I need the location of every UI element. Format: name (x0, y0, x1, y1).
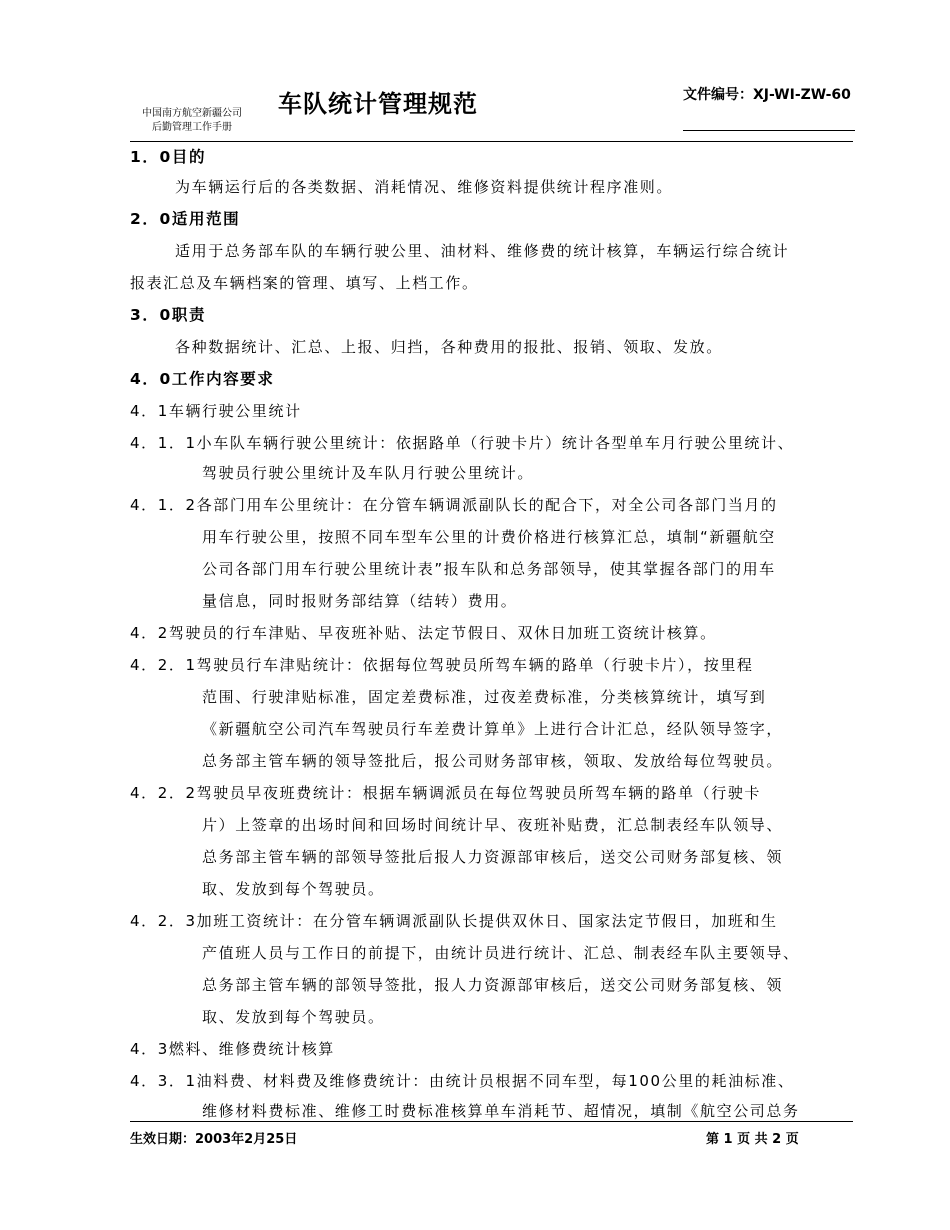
item-continuation: 驾驶员行驶公里统计及车队月行驶公里统计。 (202, 464, 535, 482)
company-name (142, 107, 242, 135)
company-line-2: 后勤管理工作手册 (152, 122, 232, 133)
footer-divider (130, 1121, 853, 1122)
item-line: 4．2．2驾驶员早夜班费统计：根据车辆调派员在每位驾驶员所驾车辆的路单（行驶卡 (130, 784, 762, 802)
item-continuation: 用车行驶公里，按照不同车型车公里的计费价格进行核算汇总，填制“新疆航空 (202, 528, 776, 546)
body-line: 报表汇总及车辆档案的管理、填写、上档工作。 (130, 274, 479, 292)
item-continuation: 《新疆航空公司汽车驾驶员行车差费计算单》上进行合计汇总，经队领导签字， (202, 720, 784, 738)
subsection-heading: 4．2驾驶员的行车津贴、早夜班补贴、法定节假日、双休日加班工资统计核算。 (130, 624, 717, 642)
body-line: 为车辆运行后的各类数据、消耗情况、维修资料提供统计程序准则。 (175, 178, 674, 196)
page-number: 第 1 页 共 2 页 (706, 1132, 799, 1147)
item-continuation: 维修材料费标准、维修工时费标准核算单车消耗节、超情况，填制《航空公司总务 (202, 1102, 800, 1120)
subsection-heading: 4．3燃料、维修费统计核算 (130, 1040, 335, 1058)
section-heading: 4．0工作内容要求 (130, 370, 275, 388)
doc-number-underline (683, 130, 855, 131)
item-continuation: 范围、行驶津贴标准，固定差费标准，过夜差费标准，分类核算统计，填写到 (202, 688, 767, 706)
section-heading: 1．0目的 (130, 148, 207, 166)
item-line: 4．1．1小车队车辆行驶公里统计：依据路单（行驶卡片）统计各型单车月行驶公里统计、 (130, 434, 795, 452)
subsection-heading: 4．1车辆行驶公里统计 (130, 402, 302, 420)
effective-date: 生效日期：2003年2月25日 (130, 1132, 298, 1147)
page-title: 车队统计管理规范 (278, 90, 478, 118)
item-continuation: 片）上签章的出场时间和回场时间统计早、夜班补贴费，汇总制表经车队领导、 (202, 816, 784, 834)
item-continuation: 产值班人员与工作日的前提下，由统计员进行统计、汇总、制表经车队主要领导、 (202, 944, 800, 962)
header-divider (130, 141, 853, 142)
item-line: 4．1．2各部门用车公里统计：在分管车辆调派副队长的配合下，对全公司各部门当月的 (130, 496, 778, 514)
item-continuation: 取、发放到每个驾驶员。 (202, 1008, 385, 1026)
item-continuation: 取、发放到每个驾驶员。 (202, 880, 385, 898)
item-continuation: 公司各部门用车行驶公里统计表”报车队和总务部领导，使其掌握各部门的用车 (202, 560, 776, 578)
section-heading: 3．0职责 (130, 306, 207, 324)
item-continuation: 总务部主管车辆的部领导签批后报人力资源部审核后，送交公司财务部复核、领 (202, 848, 784, 866)
item-continuation: 量信息，同时报财务部结算（结转）费用。 (202, 592, 518, 610)
item-line: 4．2．1驾驶员行车津贴统计：依据每位驾驶员所驾车辆的路单（行驶卡片），按里程 (130, 656, 754, 674)
document-number: 文件编号：XJ-WI-ZW-60 (683, 87, 851, 103)
company-line-1: 中国南方航空新疆公司 (142, 108, 242, 119)
body-line: 适用于总务部车队的车辆行驶公里、油材料、维修费的统计核算，车辆运行综合统计 (175, 242, 790, 260)
item-continuation: 总务部主管车辆的领导签批后，报公司财务部审核，领取、发放给每位驾驶员。 (202, 752, 784, 770)
item-line: 4．3．1油料费、材料费及维修费统计：由统计员根据不同车型，每100公里的耗油标准、 (130, 1072, 795, 1090)
item-line: 4．2．3加班工资统计：在分管车辆调派副队长提供双休日、国家法定节假日，加班和生 (130, 912, 778, 930)
section-heading: 2．0适用范围 (130, 210, 241, 228)
body-line: 各种数据统计、汇总、上报、归挡，各种费用的报批、报销、领取、发放。 (175, 338, 723, 356)
item-continuation: 总务部主管车辆的部领导签批，报人力资源部审核后，送交公司财务部复核、领 (202, 976, 784, 994)
